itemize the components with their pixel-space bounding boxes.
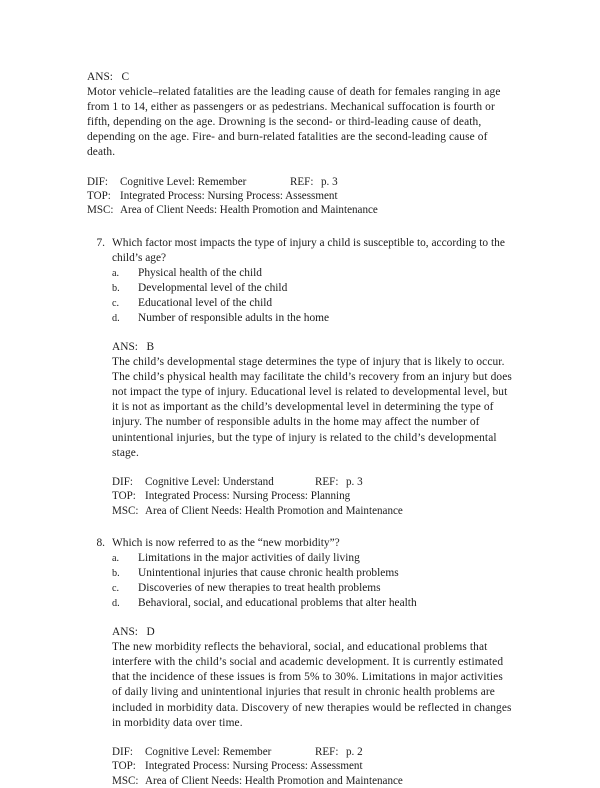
option-letter: b. <box>112 282 120 294</box>
metadata-row-dif <box>112 475 514 489</box>
option-text: Physical health of the child <box>138 266 263 279</box>
metadata-row-top <box>112 489 514 503</box>
option-item[interactable] <box>112 311 514 326</box>
msc-label: MSC: <box>112 774 139 787</box>
msc-value: Area of Client Needs: Health Promotion and Maintenance <box>145 504 403 517</box>
option-item[interactable] <box>112 596 514 611</box>
question-item-7 <box>87 236 514 518</box>
option-item[interactable] <box>112 296 514 311</box>
spacer <box>112 326 514 340</box>
answer-label: ANS: <box>87 71 113 83</box>
option-item[interactable] <box>112 266 514 281</box>
msc-value: Area of Client Needs: Health Promotion and Maintenance <box>145 774 403 787</box>
option-text: Limitations in the major activities of daily living <box>138 552 360 565</box>
metadata-block-q7 <box>112 475 514 518</box>
answer-line-q7 <box>112 340 514 355</box>
option-letter: c. <box>112 583 120 595</box>
option-text: Educational level of the child <box>138 296 273 309</box>
answer-block-q6 <box>87 70 514 218</box>
spacer <box>87 218 514 236</box>
option-letter: a. <box>112 267 120 279</box>
metadata-row-top <box>112 759 514 773</box>
metadata-block-q6 <box>87 175 514 218</box>
dif-label: DIF: <box>112 475 133 488</box>
option-item[interactable] <box>112 581 514 596</box>
dif-value: Cognitive Level: Remember <box>145 745 272 758</box>
answer-value: C <box>121 71 130 83</box>
answer-value: D <box>146 626 155 639</box>
option-text: Discoveries of new therapies to treat health problems <box>138 582 381 595</box>
dif-label: DIF: <box>112 745 133 758</box>
answer-line-q8 <box>112 625 514 640</box>
top-value: Integrated Process: Nursing Process: Assessment <box>145 760 363 773</box>
question-stem-8: Which is now referred to as the “new morbidity”? <box>112 536 340 549</box>
dif-label: DIF: <box>87 175 108 188</box>
top-value: Integrated Process: Nursing Process: Planning <box>145 490 351 503</box>
msc-label: MSC: <box>112 504 139 517</box>
question-number-8: 8. <box>96 536 105 549</box>
metadata-block-q8 <box>112 745 514 788</box>
spacer <box>87 161 514 175</box>
ref-label: REF: <box>290 175 314 188</box>
question-number-7: 7. <box>96 236 105 249</box>
msc-label: MSC: <box>87 204 114 217</box>
question-item-8 <box>87 536 514 788</box>
metadata-row-dif <box>87 175 514 189</box>
option-item[interactable] <box>112 281 514 296</box>
spacer <box>112 461 514 475</box>
metadata-row-msc <box>87 203 514 217</box>
question-stem-7: Which factor most impacts the type of injury a child is susceptible to, according to the child’s age? <box>112 236 505 264</box>
ref-value: p. 3 <box>346 475 363 488</box>
metadata-row-top <box>87 189 514 203</box>
spacer <box>87 518 514 536</box>
ref-label: REF: <box>315 745 339 758</box>
page-content <box>87 70 514 788</box>
ref-value: p. 3 <box>321 175 338 188</box>
spacer <box>112 611 514 625</box>
dif-value: Cognitive Level: Remember <box>120 175 247 188</box>
top-value: Integrated Process: Nursing Process: Assessment <box>120 189 338 202</box>
option-text: Unintentional injuries that cause chronic health problems <box>138 567 399 580</box>
option-item[interactable] <box>112 551 514 566</box>
option-text: Number of responsible adults in the home <box>138 311 330 324</box>
ref-value: p. 2 <box>346 745 363 758</box>
answer-label: ANS: <box>112 340 138 353</box>
rationale-paragraph-q6: Motor vehicle–related fatalities are the leading cause of death for females ranging in age from 1 to 14, either as passengers or as pedestrians. Mechanical suffocation is fourth or fifth, depending on the age. Drowning is the second- or third-leading cause of death, depending on the age. Fire- and burn-related fatalities are the second-leading cause of death. <box>87 86 501 159</box>
option-item[interactable] <box>112 566 514 581</box>
answer-label: ANS: <box>112 626 138 639</box>
answer-value: B <box>146 340 155 353</box>
top-label: TOP: <box>112 760 136 773</box>
option-letter: b. <box>112 568 120 580</box>
top-label: TOP: <box>112 490 136 503</box>
option-letter: a. <box>112 553 120 565</box>
ref-label: REF: <box>315 475 339 488</box>
rationale-paragraph-q7: The child’s developmental stage determines the type of injury that is likely to occur. The child’s physical health may facilitate the child’s recovery from an injury but does not impact the type of injury. Educational level is related to developmental level, but it is not as important as the child’s developmental level in determining the type of injury. The number of responsible adults in the home may affect the number of unintentional injuries, but the type of injury is related to the child’s developmental stage. <box>112 356 512 459</box>
option-letter: c. <box>112 297 120 309</box>
options-list-8 <box>112 551 514 611</box>
metadata-row-msc <box>112 504 514 518</box>
msc-value: Area of Client Needs: Health Promotion and Maintenance <box>120 204 378 217</box>
answer-block-q7 <box>112 340 514 518</box>
option-text: Developmental level of the child <box>138 281 288 294</box>
metadata-row-dif <box>112 745 514 759</box>
dif-value: Cognitive Level: Understand <box>145 475 274 488</box>
option-letter: d. <box>112 598 120 610</box>
answer-block-q8 <box>112 625 514 788</box>
rationale-paragraph-q8: The new morbidity reflects the behavioral, social, and educational problems that interfere with the child’s social and academic development. It is currently estimated that the incidence of these issues is from 5% to 30%. Limitations in major activities of daily living and unintentional injuries that result in chronic health problems are included in morbidity data. Discovery of new therapies would be reflected in changes in morbidity data over time. <box>112 641 512 729</box>
answer-line-q6 <box>87 70 514 85</box>
spacer <box>112 731 514 745</box>
top-label: TOP: <box>87 189 111 202</box>
options-list-7 <box>112 266 514 326</box>
option-text: Behavioral, social, and educational problems that alter health <box>138 597 417 610</box>
option-letter: d. <box>112 312 120 324</box>
